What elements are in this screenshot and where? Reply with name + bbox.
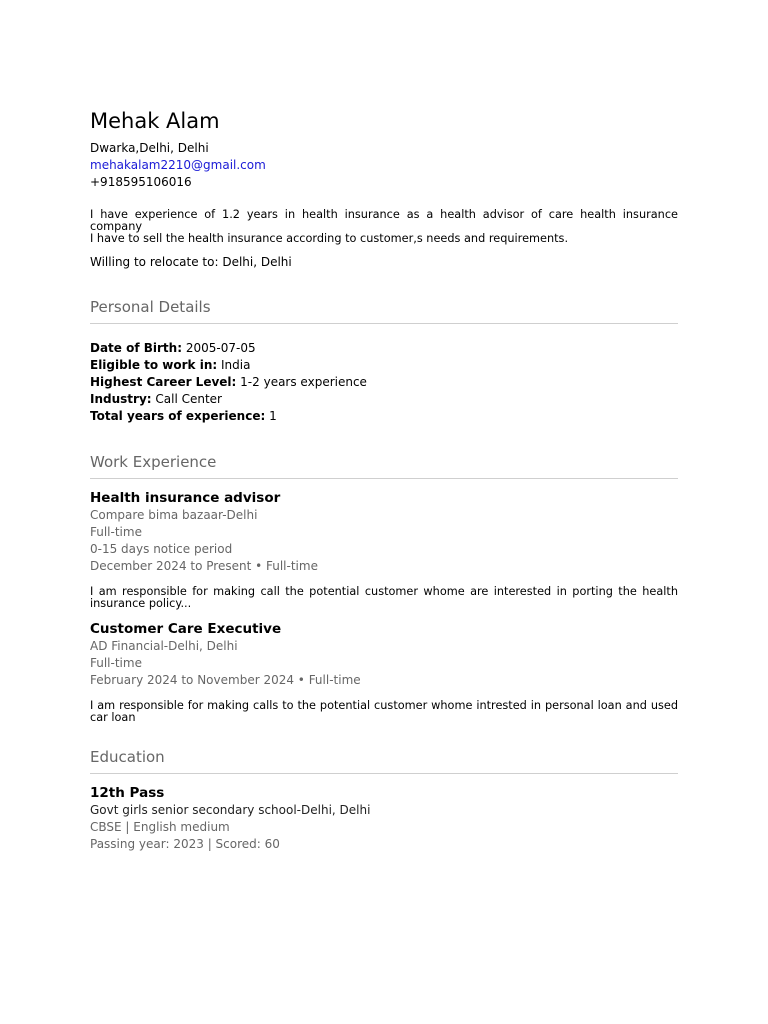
job-period: December 2024 to Present • Full-time [90,559,318,573]
eligible-value: India [221,358,251,372]
career-row [90,374,678,391]
section-title-work: Work Experience [90,452,678,479]
job-title: Health insurance advisor [90,490,281,506]
candidate-name: Mehak Alam [90,109,220,133]
years-value: 1 [269,409,277,423]
education-section [90,747,678,853]
location: Dwarka,Delhi, Delhi [90,141,209,155]
education-school: Govt girls senior secondary school-Delhi, Delhi [90,803,371,817]
industry-row [90,391,678,408]
summary [90,209,678,245]
job-period: February 2024 to November 2024 • Full-time [90,673,361,687]
job-company: AD Financial-Delhi, Delhi [90,639,238,653]
industry-label: Industry: [90,392,152,406]
industry-value: Call Center [155,392,222,406]
job-title: Customer Care Executive [90,621,282,637]
email-link[interactable]: mehakalam2210@gmail.com [90,158,266,172]
career-label: Highest Career Level: [90,375,237,389]
dob-label: Date of Birth: [90,341,183,355]
personal-details-list [90,340,678,425]
section-title-personal: Personal Details [90,297,678,324]
eligible-row [90,357,678,374]
career-value: 1-2 years experience [240,375,367,389]
dob-value: 2005-07-05 [185,341,256,355]
eligible-label: Eligible to work in: [90,358,218,372]
header [90,108,678,191]
relocate-info: Willing to relocate to: Delhi, Delhi [90,255,292,269]
personal-details-section [90,297,678,425]
job-notice: 0-15 days notice period [90,542,233,556]
job-entry [90,620,678,724]
job-type: Full-time [90,656,142,670]
job-description: I am responsible for making call the potential customer whome are interested in porting the health insurance policy... [90,585,678,610]
dob-row [90,340,678,357]
job-company: Compare bima bazaar-Delhi [90,508,258,522]
education-entry [90,784,678,853]
years-row [90,408,678,425]
education-board: CBSE | English medium [90,820,230,834]
job-description: I am responsible for making calls to the potential customer whome intrested in personal loan and used car loan [90,699,678,724]
resume-body [90,108,678,853]
phone: +918595106016 [90,175,192,189]
summary-line-1: I have experience of 1.2 years in health insurance as a health advisor of care health insurance company [90,208,678,233]
job-type: Full-time [90,525,142,539]
education-passing: Passing year: 2023 | Scored: 60 [90,837,280,851]
summary-line-2: I have to sell the health insurance according to customer,s needs and requirements. [90,232,569,245]
work-experience-section [90,452,678,724]
years-label: Total years of experience: [90,409,266,423]
education-degree: 12th Pass [90,785,165,801]
section-title-education: Education [90,747,678,774]
job-entry [90,489,678,610]
